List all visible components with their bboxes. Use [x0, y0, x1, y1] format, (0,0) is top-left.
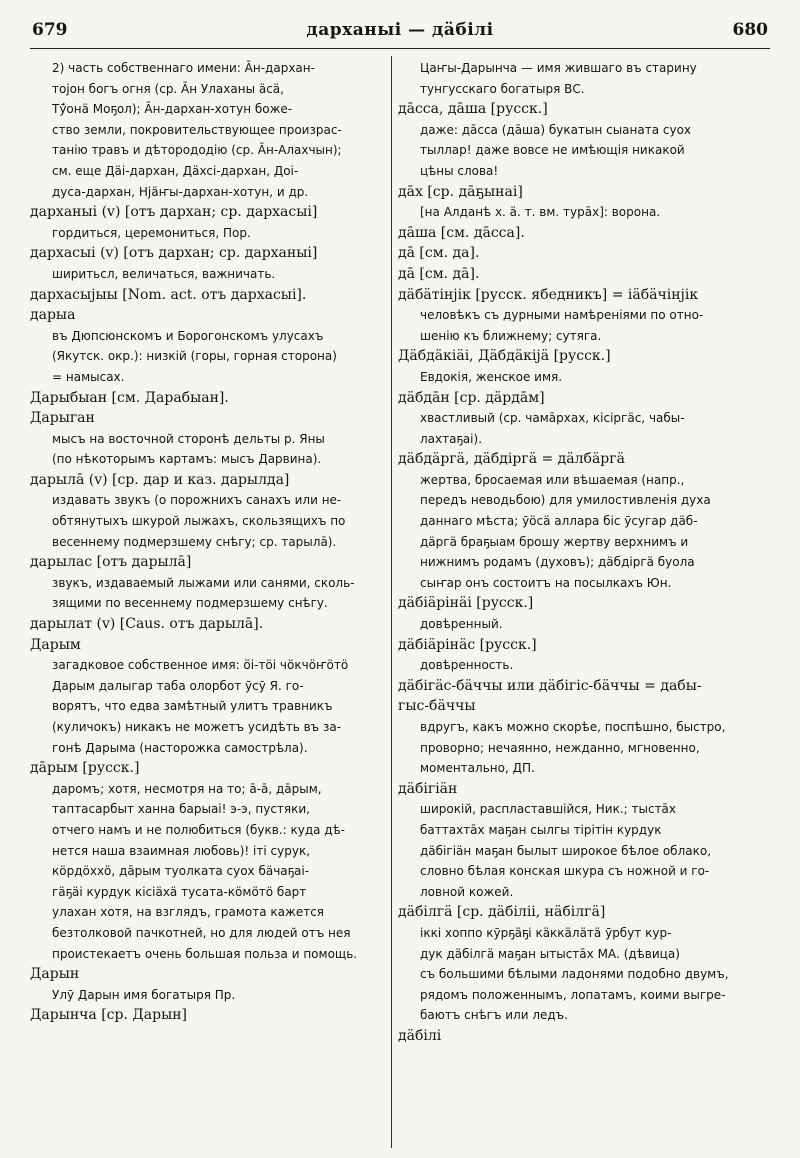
entry-headword: дāсса, дāша [русск.] [398, 101, 548, 118]
entry-headword: гыс-бäччы [398, 698, 476, 715]
entry-definition-line: танію травъ и дѣторододію (ср. Āн-Алахчын); [52, 143, 342, 158]
entry-definition-line: передъ неводьбою) для умилостивленія духа [420, 493, 711, 508]
entry-definition-line: гордиться, церемониться, Пор. [52, 225, 251, 240]
entry-definition-line: = намысах. [52, 369, 125, 384]
entry-headword: дарылат (v) [Caus. отъ дарылā]. [30, 616, 264, 633]
entry-definition-line: гонѣ Дарыма (насторожка самострѣла). [52, 740, 308, 755]
entry-definition-line: вдругъ, какъ можно скорѣе, поспѣшно, быстро, [420, 720, 726, 734]
entry-definition-line: нижнимъ родамъ (духовъ); дäбдiргä буола [420, 555, 695, 570]
entry-definition-line: ворятъ, что едва замѣтный улитъ травникъ [52, 699, 333, 714]
entry-definition-line: словно бѣлая конская шкура съ ножной и го- [420, 864, 710, 879]
entry-headword: дäбiлгä [ср. дäбiлii, нäбiлгä] [398, 904, 606, 921]
entry-definition-line: Цаҥы-Дарынча — имя жившаго въ старину [420, 61, 697, 75]
entry-definition-line: 2) часть собственнаго имени: Āн-дархан- [52, 61, 315, 75]
entry-headword: дäбiгiäн [398, 780, 458, 797]
entry-headword: Дарын [30, 966, 80, 983]
entry-definition-line: даннаго мѣста; ӯöсä аллара бiс ӯсугар дäб- [420, 514, 698, 529]
entry-headword: дарылас [отъ дарылā] [30, 554, 192, 571]
entry-headword: Дарым [30, 636, 81, 653]
entry-definition-line: лахтаҕаі). [420, 431, 483, 446]
entry-definition-line: ство земли, покровительствующее произрас- [52, 122, 342, 137]
entry-headword: дā [см. дā]. [398, 265, 480, 282]
entry-definition-line: улахан хотя, на взглядъ, грамота кажется [52, 905, 325, 920]
entry-definition-line: таптасарбыт ханна барыаі! э-э, пустяки, [52, 802, 310, 817]
entry-headword: дархасыі (v) [отъ дархан; ср. дарханыі] [30, 245, 318, 262]
entry-definition-line: отчего намъ и не полюбиться (букв.: куда дѣ- [52, 822, 345, 837]
entry-headword: Дарыган [30, 410, 95, 427]
entry-headword: дäбдäргä, дäбдiргä = дäлбäргä [398, 451, 625, 468]
page-header [30, 14, 770, 49]
entry-headword: дархасыјыы [Nom. act. отъ дархасыі]. [30, 286, 307, 303]
left-page-number: 679 [32, 20, 68, 40]
entry-definition-line: Улӯ Дарын имя богатыря Пр. [52, 987, 236, 1002]
entry-headword: дäбiлi [398, 1027, 442, 1044]
entry-definition-line: мысъ на восточной сторонѣ дельты р. Яны [52, 431, 325, 446]
right-page-number: 680 [732, 20, 768, 40]
entry-definition-line: даже: дāсса (дāша) букатын сыаната суох [420, 122, 692, 137]
entry-headword: дäбдāн [ср. дäрдāм] [398, 389, 545, 406]
entry-definition-line: баютъ снѣгъ или ледъ. [420, 1008, 568, 1023]
right-column [398, 58, 770, 1047]
entry-definition-line: гäҕäi курдук кiсiäхä тусата-кöмöтö барт [52, 884, 307, 899]
entry-headword: дäбiгäс-бäччы или дäбiгiс-бäччы = дабы- [398, 677, 702, 694]
entry-definition-line: [на Алданѣ х. ä. т. вм. турāх]: ворона. [420, 205, 661, 220]
entry-definition-line: проистекаетъ очень большая польза и помощь. [52, 946, 358, 961]
entry-definition-line: iккi хоппо кӯрҕäҕi кäккäлäтä ӯрбут кур- [420, 925, 672, 940]
entry-definition-line: издавать звукъ (о порожнихъ санахъ или не- [52, 493, 342, 508]
entry-definition-line: шенію къ ближнему; сутяга. [420, 328, 602, 343]
entry-definition-line: ловной кожей. [420, 884, 514, 899]
column-divider [391, 56, 392, 1148]
entry-headword: дарханыі (v) [отъ дархан; ср. дархасыі] [30, 204, 318, 221]
entry-definition-line: тојон богъ огня (ср. Āн Улаханы äсä, [52, 81, 284, 96]
entry-headword: дäбiäрiнäi [русск.] [398, 595, 534, 612]
entry-headword: дāрым [русск.] [30, 760, 140, 777]
entry-definition-line: безтолковой пачкотней, но для людей отъ нея [52, 925, 351, 940]
entry-definition-line: загадковое собственное имя: öi-тöi чöкчöҥöтö [52, 658, 349, 673]
entry-definition-line: хвастливый (ср. чамāрхах, кiсiргäс, чабы- [420, 411, 685, 426]
entry-definition-line: обтянутыхъ шкурой лыжахъ, скользящихъ по [52, 514, 346, 529]
entry-headword: Дарынча [ср. Дарын] [30, 1007, 188, 1024]
entry-definition-line: довѣренный. [420, 617, 503, 632]
entry-headword: дāша [см. дāсса]. [398, 224, 525, 241]
entry-headword: дарылā (v) [ср. дар и каз. дарылда] [30, 471, 290, 488]
entry-definition-line: Евдокія, женское имя. [420, 369, 563, 384]
entry-definition-line: тунгусскаго богатыря ВС. [420, 81, 585, 96]
entry-headword: дā [см. да]. [398, 245, 480, 262]
running-title: дарханыі — дäбiлi [306, 20, 494, 40]
entry-definition-line: звукъ, издаваемый лыжами или санями, сколь- [52, 575, 355, 590]
entry-headword: дāх [ср. дāҕынаі] [398, 183, 523, 200]
entry-definition-line: довѣренность. [420, 658, 514, 673]
entry-definition-line: человѣкъ съ дурными намѣреніями по отно- [420, 308, 704, 323]
entry-definition-line: Тӯ҆онä Моҕол); Āн-дархан-хотун боже- [52, 102, 293, 117]
entry-definition-line: дäбiгiäн маҕан былыт широкое бѣлое облако, [420, 843, 712, 858]
entry-definition-line: дук дäбiлгä маҕан ытыстāх МА. (дѣвица) [420, 946, 680, 961]
entry-definition-line: даромъ; хотя, несмотря на то; ā-ā, дāрым, [52, 781, 322, 796]
entry-definition-line: баттахтāх маҕан сылгы тiрiтiн курдук [420, 822, 662, 837]
entry-definition-line: кöрдöххö, дāрым туолката суох бäчаҕаi- [52, 864, 310, 879]
entry-definition-line: жертва, бросаемая или вѣшаемая (напр., [420, 472, 685, 487]
left-column [30, 58, 382, 1026]
entry-definition-line: рядомъ положеннымъ, лопатамъ, коими выгре- [420, 987, 726, 1002]
entry-definition-line: сыҥар онъ состоитъ на посылкахъ Юн. [420, 575, 672, 590]
entry-definition-line: (Якутск. окр.): низкій (горы, горная сторона) [52, 349, 337, 364]
entry-definition-line: тыллар! даже вовсе не имѣющія никакой [420, 143, 685, 158]
entry-definition-line: проворно; нечаянно, нежданно, мгновенно, [420, 740, 700, 755]
entry-definition-line: (куличокъ) никакъ не можетъ усидѣть въ за- [52, 720, 342, 734]
entry-definition-line: дäргä браҕыам брошу жертву верхнимъ и [420, 534, 689, 549]
entry-definition-line: нется наша взаимная любовь)! iтi сурук, [52, 843, 311, 858]
entry-definition-line: широкій, распластавшійся, Ник.; тыстāх [420, 802, 677, 817]
entry-definition-line: зящими по весеннему подмерзшему снѣгу. [52, 596, 328, 611]
entry-definition-line: Дарым далыгар таба олорбот ӯсӯ Я. го- [52, 678, 304, 693]
entry-definition-line: дуса-дархан, Нјäҥы-дархан-хотун, и др. [52, 184, 309, 199]
entry-definition-line: цѣны слова! [420, 163, 499, 178]
entry-definition-line: съ большими бѣлыми ладонями подобно двумъ, [420, 967, 729, 982]
entry-headword: Дарыбыан [см. Дарабыан]. [30, 389, 229, 406]
entry-definition-line: въ Дюпсюнскомъ и Борогонскомъ улусахъ [52, 328, 324, 343]
entry-headword: дарыа [30, 307, 76, 324]
entry-definition-line: (по нѣкоторымъ картамъ: мысъ Дарвина). [52, 452, 322, 467]
entry-headword: дäбäтiнјiк [русск. ябедникъ] = iäбäчiнјiк [398, 286, 699, 303]
entry-definition-line: см. еще Дäi-дархан, Дäxci-дархан, Доі- [52, 163, 299, 178]
entry-headword: дäбiäрiнäс [русск.] [398, 636, 537, 653]
entry-definition-line: весеннему подмерзшему снѣгу; ср. тарылā). [52, 534, 337, 549]
entry-headword: Дäбдäкiäi, Дäбдäкiјä [русск.] [398, 348, 611, 365]
entry-definition-line: моментально, ДП. [420, 761, 535, 776]
entry-definition-line: ширитьсл, величаться, важничать. [52, 266, 276, 281]
